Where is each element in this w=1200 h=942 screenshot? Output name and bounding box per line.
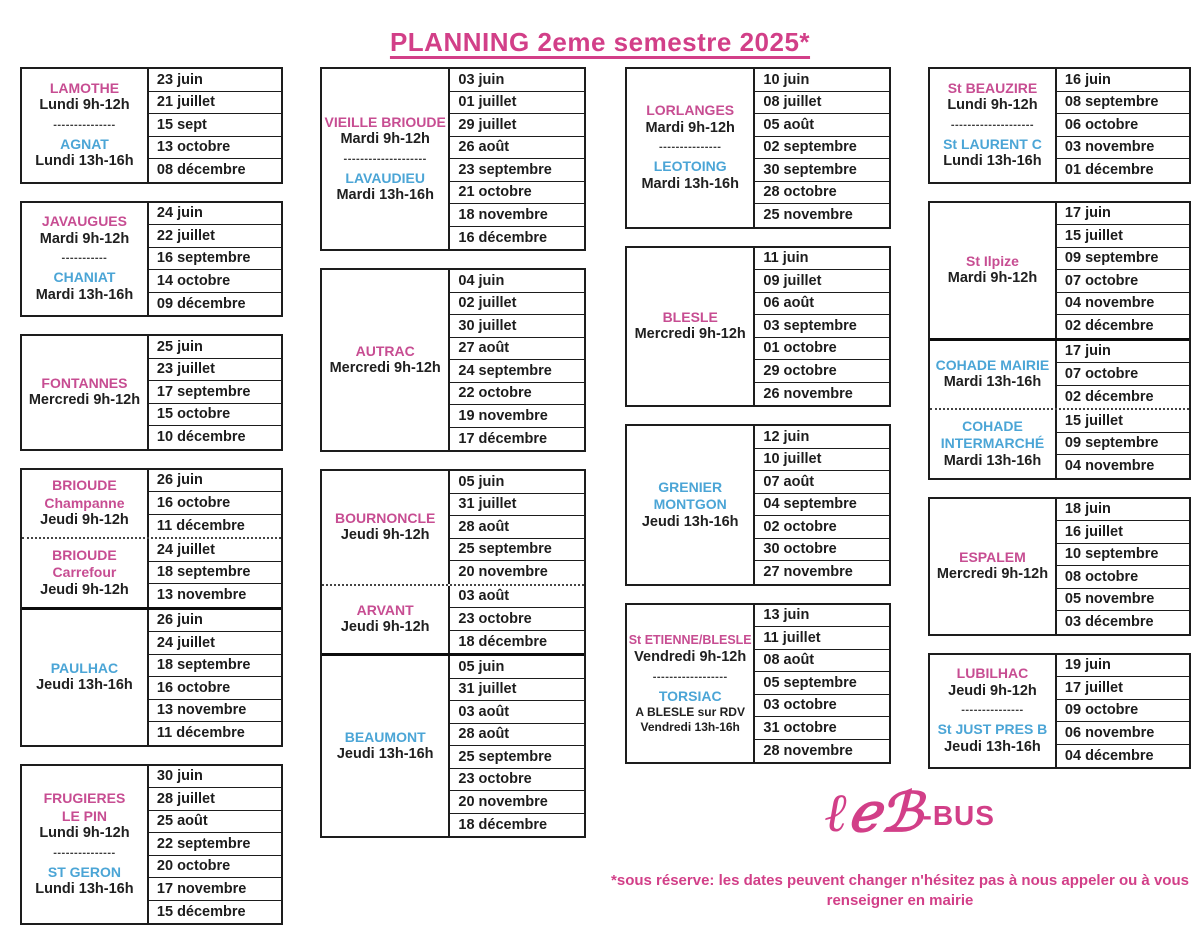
date-cell: 08 août [755,650,889,673]
table-section [322,656,584,836]
place-name: AGNAT [60,135,109,152]
place-name: COHADE [962,417,1023,434]
location-label-cell [930,341,1057,409]
table-section [22,69,281,182]
dash-separator: -------------------- [950,118,1035,131]
date-cell: 26 novembre [763,385,853,402]
schedule-table [625,603,891,765]
schedule-table [928,497,1191,636]
date-list [1057,499,1189,634]
place-name: AUTRAC [355,342,415,359]
date-cell: 18 novembre [450,204,584,227]
location-label-cell [22,539,149,607]
time-label: Mercredi 9h-12h [936,566,1049,582]
time-label: Jeudi 9h-12h [40,512,129,528]
date-list [450,69,584,249]
date-cell: 24 septembre [450,360,584,383]
table-section [930,499,1189,634]
table-section [22,203,281,316]
date-cell: 03 décembre [1064,614,1154,631]
time-label: Lundi 13h-16h [35,153,134,170]
date-list [149,610,281,745]
date-cell: 08 décembre [156,162,246,179]
date-cell: 18 décembre [458,816,548,833]
date-cell: 04 septembre [755,494,889,517]
date-cell: 15 juillet [1057,225,1189,248]
date-list [1057,69,1189,182]
date-cell: 19 juin [1057,655,1189,678]
place-name: PAULHAC [50,659,119,676]
date-cell: 14 octobre [149,270,281,293]
schedule-table [928,67,1191,184]
date-cell: 01 juillet [450,92,584,115]
location-label-cell [22,766,149,924]
date-cell: 27 novembre [763,564,853,581]
date-cell: 24 juillet [149,632,281,655]
dash-separator: ------------------ [652,670,728,683]
place-name: VIEILLE BRIOUDE [324,113,446,130]
date-list [1057,410,1189,478]
time-label: Jeudi 9h-12h [40,581,129,598]
column-1 [20,67,283,942]
date-cell: 04 novembre [1057,293,1189,316]
date-cell: 15 octobre [149,404,281,427]
location-label-cell [627,248,755,406]
date-list [755,69,889,227]
date-cell: 15 juillet [1057,410,1189,433]
location-label-cell [627,69,755,227]
place-name: FRUGIERES [43,790,126,806]
place-name: St JUST PRES B [937,721,1048,738]
date-cell: 08 octobre [1057,566,1189,589]
date-cell: 20 novembre [458,564,548,581]
date-cell: 30 juin [149,766,281,789]
table-section [322,586,584,654]
date-list [149,539,281,607]
table-section [627,605,889,763]
date-cell: 18 juin [1057,499,1189,522]
date-cell: 31 juillet [450,494,584,517]
date-cell: 26 août [450,137,584,160]
place-name: ARVANT [356,601,414,618]
date-cell: 16 octobre [149,492,281,515]
table-section [627,69,889,227]
date-list [755,248,889,406]
date-cell: 27 août [450,338,584,361]
date-cell: 03 juin [450,69,584,92]
date-cell: 21 juillet [149,92,281,115]
table-section [22,470,281,538]
time-label: Mardi 9h-12h [39,230,130,247]
date-cell: 15 sept [149,114,281,137]
place-name: ESPALEM [959,548,1026,565]
location-label-cell [930,69,1057,182]
time-label: Lundi 9h-12h [947,97,1038,114]
schedule-table [20,67,283,184]
table-section [627,248,889,406]
time-label: Mardi 13h-16h [35,286,134,303]
place-name: TORSIAC [658,687,722,704]
place-name: GRENIER [658,478,723,495]
table-section [930,655,1189,768]
place-name: Carrefour [52,564,117,580]
date-cell: 09 juillet [755,270,889,293]
date-cell: 28 juillet [149,788,281,811]
time-label: Mardi 13h-16h [943,452,1042,469]
time-label: Jeudi 13h-16h [36,677,133,693]
date-list [149,766,281,924]
time-label: Mardi 9h-12h [947,270,1038,286]
date-cell: 09 octobre [1057,700,1189,723]
location-label-cell [322,270,450,450]
location-label-cell [322,69,450,249]
table-section [322,471,584,584]
date-cell: 10 juin [755,69,889,92]
date-cell: 03 octobre [755,695,889,718]
date-cell: 06 novembre [1057,722,1189,745]
date-cell: 31 octobre [755,717,889,740]
schedule-table [20,764,283,926]
date-cell: 30 octobre [755,539,889,562]
table-section [322,69,584,249]
place-name: BOURNONCLE [335,509,436,526]
time-label: Jeudi 13h-16h [944,738,1041,755]
date-cell: 11 décembre [156,517,245,534]
date-cell: 05 juin [450,656,584,679]
place-name: ST GERON [47,863,122,880]
place-name: JAVAUGUES [41,213,127,230]
location-label-cell [322,586,450,654]
place-name: St BEAUZIRE [947,79,1038,96]
place-name: Champanne [44,494,125,511]
dash-separator: -------------------- [343,152,427,165]
table-section [22,610,281,745]
place-name: LEOTOING [653,158,727,175]
date-cell: 05 août [755,114,889,137]
schedule-table [320,469,586,838]
date-cell: 02 juillet [450,293,584,316]
time-label: Jeudi 13h-16h [641,513,739,530]
date-cell: 11 décembre [156,725,245,742]
table-section [930,203,1189,338]
time-label: Jeudi 9h-12h [340,619,430,636]
time-label: Lundi 13h-16h [35,881,134,897]
location-label-cell [22,610,149,745]
date-cell: 22 octobre [450,383,584,406]
column-2 [320,67,586,855]
place-name: LORLANGES [646,102,735,119]
date-cell: 30 septembre [755,159,889,182]
date-cell: 06 août [755,293,889,316]
date-list [1057,203,1189,338]
date-cell: 23 octobre [450,608,584,631]
date-cell: 28 août [450,516,584,539]
time-label: Mardi 13h-16h [943,374,1042,391]
page-title: PLANNING 2eme semestre 2025* [389,27,811,58]
schedule-table [625,67,891,229]
dash-separator: --------------- [658,141,722,154]
date-cell: 04 juin [450,270,584,293]
date-cell: 20 octobre [149,856,281,879]
place-name: LAVAUDIEU [345,169,425,186]
date-cell: 06 octobre [1057,114,1189,137]
date-cell: 17 juin [1057,203,1189,226]
table-section [930,341,1189,409]
location-label-cell [322,656,450,836]
footer-disclaimer: *sous réserve: les dates peuvent changer n'hésitez pas à nous appeler ou à vous renseigner en mairie [611,872,1189,909]
date-cell: 26 juin [149,470,281,493]
date-cell: 02 septembre [755,137,889,160]
table-section [930,69,1189,182]
date-cell: 03 septembre [755,315,889,338]
date-list [149,336,281,449]
date-cell: 02 décembre [1064,388,1154,405]
date-cell: 02 décembre [1064,318,1154,335]
date-list [1057,341,1189,409]
place-name: BLESLE [662,308,718,325]
schedule-table [320,67,586,251]
schedule-table [928,201,1191,480]
date-cell: 16 juin [1057,69,1189,92]
place-name: St LAURENT C [943,135,1042,152]
date-list [755,426,889,584]
date-cell: 23 juin [149,69,281,92]
date-cell: 17 décembre [458,430,548,447]
location-label-cell [22,203,149,316]
date-cell: 30 juillet [450,315,584,338]
date-cell: 11 juin [755,248,889,271]
date-cell: 11 juillet [755,627,889,650]
place-name: INTERMARCHÉ [940,435,1045,451]
date-cell: 23 juillet [149,359,281,382]
date-cell: 01 décembre [1064,162,1154,179]
table-section [627,426,889,584]
date-list [450,586,584,654]
date-cell: 17 novembre [149,878,281,901]
date-list [450,471,584,584]
date-cell: 17 juin [1057,341,1189,364]
date-cell: 04 décembre [1064,747,1154,764]
time-label: Vendredi 9h-12h [634,649,747,665]
table-section [322,270,584,450]
date-cell: 09 décembre [156,295,246,312]
table-section [22,539,281,607]
place-name: CHANIAT [53,269,116,286]
time-label: Mercredi 9h-12h [634,326,746,343]
date-cell: 07 octobre [1057,363,1189,386]
date-cell: 18 septembre [149,655,281,678]
location-label-cell [930,410,1057,478]
date-cell: 16 décembre [458,229,548,246]
place-name: St Ilpize [966,252,1019,269]
date-list [149,203,281,316]
rdv-note: A BLESLE sur RDV [635,705,745,719]
date-cell: 13 novembre [156,587,247,604]
date-cell: 17 septembre [149,381,281,404]
date-cell: 10 juillet [755,449,889,472]
location-label-cell [930,655,1057,768]
dash-separator: --------------- [53,846,116,859]
date-cell: 04 novembre [1064,458,1155,475]
date-list [755,605,889,763]
location-label-cell [930,203,1057,338]
location-label-cell [22,336,149,449]
schedule-table [20,201,283,318]
date-cell: 13 juin [755,605,889,628]
date-cell: 08 septembre [1057,92,1189,115]
date-cell: 03 novembre [1057,137,1189,160]
date-cell: 28 novembre [763,742,853,759]
date-cell: 13 novembre [149,700,281,723]
date-cell: 22 juillet [149,225,281,248]
date-cell: 09 septembre [1057,248,1189,271]
time-label: Mercredi 9h-12h [329,360,441,376]
table-section [22,336,281,449]
place-name: MONTGON [653,496,727,512]
date-list [149,69,281,182]
place-name: LE PIN [61,807,108,824]
date-cell: 23 septembre [450,159,584,182]
date-cell: 03 août [450,586,584,609]
date-cell: 08 juillet [755,92,889,115]
date-cell: 13 octobre [149,137,281,160]
time-label: Mardi 9h-12h [645,119,735,136]
column-3 [625,67,891,781]
table-section [930,410,1189,478]
date-cell: 05 juin [450,471,584,494]
date-cell: 23 octobre [450,769,584,792]
location-label-cell [930,499,1057,634]
time-label: Mardi 13h-16h [336,187,434,203]
date-cell: 01 octobre [755,338,889,361]
date-cell: 25 septembre [450,539,584,562]
date-cell: 05 novembre [1057,589,1189,612]
date-cell: 10 septembre [1057,544,1189,567]
lebus-logo-text: -BUS [922,800,995,831]
place-name: FONTANNES [41,374,128,391]
time-label: Jeudi 9h-12h [340,527,430,544]
location-label-cell [627,426,755,584]
dash-separator: ----------- [61,252,108,265]
time-label: Jeudi 13h-16h [336,746,434,762]
time-label: Mardi 13h-16h [641,175,739,192]
date-list [149,470,281,538]
place-name: BEAUMONT [344,728,426,745]
dash-separator: --------------- [53,118,116,131]
lebus-logo-script: ℓℯℬ [825,780,923,844]
table-section [22,766,281,924]
date-cell: 18 septembre [149,562,281,585]
date-cell: 28 octobre [755,182,889,205]
date-cell: 17 juillet [1057,677,1189,700]
date-cell: 15 décembre [156,903,246,920]
schedule-table [20,468,283,747]
date-cell: 25 novembre [763,207,853,224]
date-cell: 25 septembre [450,746,584,769]
date-cell: 09 septembre [1057,433,1189,456]
date-cell: 16 octobre [149,677,281,700]
schedule-table [20,334,283,451]
date-cell: 20 novembre [450,791,584,814]
date-cell: 10 décembre [156,429,246,446]
time-label: Jeudi 9h-12h [948,682,1037,699]
schedule-table [928,653,1191,770]
schedule-table [320,268,586,452]
location-label-cell [322,471,450,584]
date-cell: 21 octobre [450,182,584,205]
date-cell: 24 juillet [149,539,281,562]
date-cell: 25 août [149,811,281,834]
location-label-cell [22,470,149,538]
date-cell: 03 août [450,701,584,724]
place-name: BRIOUDE [52,477,117,493]
date-cell: 07 octobre [1057,270,1189,293]
place-name: LAMOTHE [49,79,120,96]
date-cell: 16 juillet [1057,521,1189,544]
time-label: Lundi 9h-12h [39,97,130,114]
time-label: Lundi 13h-16h [943,153,1042,170]
column-4 [928,67,1191,786]
date-cell: 02 octobre [755,516,889,539]
place-name: LUBILHAC [956,665,1029,682]
date-cell: 24 juin [149,203,281,226]
date-cell: 19 novembre [450,405,584,428]
time-label: Mercredi 9h-12h [28,392,141,409]
date-cell: 18 décembre [458,633,548,650]
place-name: St ETIENNE/BLESLE [628,632,752,647]
date-cell: 12 juin [755,426,889,449]
lebus-logo [790,782,1030,842]
rdv-note: Vendredi 13h-16h [640,720,740,734]
place-name: COHADE MAIRIE [935,356,1050,373]
date-cell: 26 juin [149,610,281,633]
date-cell: 25 juin [149,336,281,359]
date-cell: 31 juillet [450,679,584,702]
time-label: Lundi 9h-12h [39,825,130,841]
place-name: BRIOUDE [52,546,117,563]
date-cell: 05 septembre [755,672,889,695]
date-list [1057,655,1189,768]
location-label-cell [627,605,755,763]
date-cell: 29 octobre [755,360,889,383]
date-list [450,270,584,450]
date-cell: 22 septembre [149,833,281,856]
date-cell: 16 septembre [149,248,281,271]
date-cell: 29 juillet [450,114,584,137]
date-list [450,656,584,836]
schedule-table [625,246,891,408]
date-cell: 28 août [450,724,584,747]
schedule-table [625,424,891,586]
time-label: Mardi 9h-12h [340,131,430,147]
date-cell: 07 août [755,471,889,494]
location-label-cell [22,69,149,182]
dash-separator: --------------- [961,704,1024,717]
